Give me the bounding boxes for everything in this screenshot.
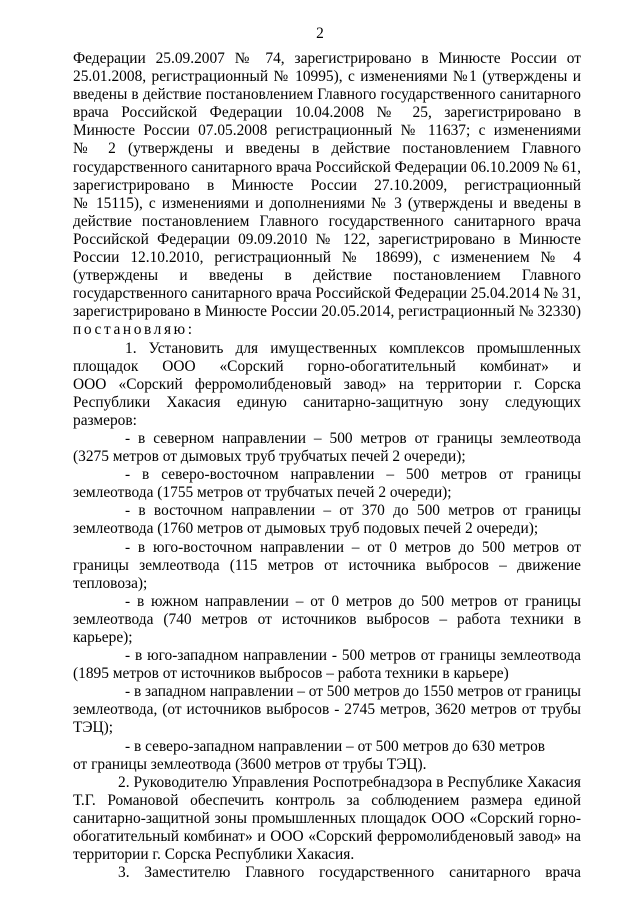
text-line: границы землеотвода (115 метров от источника выбросов – движение bbox=[73, 556, 581, 574]
text-line: - в западном направлении – от 500 метров до 1550 метров от границы bbox=[125, 683, 581, 701]
text-line: 1. Установить для имущественных комплексов промышленных bbox=[125, 339, 581, 357]
text-line: Республики Хакасия единую санитарно-защитную зону следующих bbox=[73, 393, 581, 411]
text-line: (утверждены и введены в действие постановлением Главного bbox=[73, 267, 581, 285]
text-line: - в северо-восточном направлении – 500 метров от границы bbox=[125, 466, 581, 484]
text-line: землеотвода (1755 метров от трубчатых печей 2 очереди); bbox=[73, 484, 452, 502]
document-body bbox=[73, 50, 581, 882]
text-line: № 15115), с изменениями и дополнениями № 3 (утверждены и введены в bbox=[73, 194, 581, 212]
text-line: ООО «Сорский ферромолибденовый завод» на территории г. Сорска bbox=[73, 375, 581, 393]
text-line: землеотвода (1760 метров от дымовых труб подовых печей 2 очереди); bbox=[73, 520, 539, 538]
text-line: России 12.10.2010, регистрационный № 18699), с изменением № 4 bbox=[73, 249, 581, 267]
text-line: зарегистрировано в Минюсте России 20.05.2014, регистрационный № 32330) bbox=[73, 303, 581, 321]
text-line: санитарно-защитной зоны промышленных площадок ООО «Сорский горно- bbox=[73, 809, 581, 827]
text-line: Минюсте России 07.05.2008 регистрационный № 11637; с изменениями bbox=[73, 122, 581, 140]
text-line: № 2 (утверждены и введены в действие постановлением Главного bbox=[73, 140, 581, 158]
text-line: - в юго-западном направлении - 500 метров от границы землеотвода bbox=[125, 647, 581, 665]
text-line: размеров: bbox=[73, 411, 137, 429]
text-line: тепловоза); bbox=[73, 574, 148, 592]
text-line: - в юго-восточном направлении – от 0 метров до 500 метров от bbox=[125, 538, 581, 556]
text-line: зарегистрировано в Минюсте России 27.10.2009, регистрационный bbox=[73, 176, 581, 194]
text-line: - в северном направлении – 500 метров от границы землеотвода bbox=[125, 429, 581, 447]
text-line: 3. Заместителю Главного государственного санитарного врача bbox=[118, 864, 581, 882]
text-line: Российской Федерации 09.09.2010 № 122, зарегистрировано в Минюсте bbox=[73, 230, 581, 248]
text-line: - в северо-западном направлении – от 500 метров до 630 метров bbox=[125, 737, 546, 755]
text-line: землеотвода (740 метров от источников выбросов – работа техники в bbox=[73, 610, 581, 628]
text-line: обогатительный комбинат» и ООО «Сорский ферромолибденовый завод» на bbox=[73, 828, 581, 846]
text-line: - в южном направлении – от 0 метров до 500 метров от границы bbox=[125, 592, 581, 610]
text-line: ТЭЦ); bbox=[73, 719, 114, 737]
text-line: Т.Г. Романовой обеспечить контроль за соблюдением размера единой bbox=[73, 791, 581, 809]
text-line: (1895 метров от источников выбросов – работа техники в карьере) bbox=[73, 665, 509, 683]
text-line: - в восточном направлении – от 370 до 500 метров от границы bbox=[125, 502, 581, 520]
text-line: от границы землеотвода (3600 метров от трубы ТЭЦ). bbox=[73, 755, 427, 773]
text-line: государственного санитарного врача Российской Федерации 06.10.2009 № 61, bbox=[73, 158, 581, 176]
text-line: (3275 метров от дымовых труб трубчатых печей 2 очереди); bbox=[73, 448, 466, 466]
text-line: 2. Руководителю Управления Роспотребнадзора в Республике Хакасия bbox=[118, 773, 581, 791]
text-line: государственного санитарного врача Российской Федерации 25.04.2014 № 31, bbox=[73, 285, 581, 303]
text-line: площадок ООО «Сорский горно-обогатительный комбинат» и bbox=[73, 357, 581, 375]
text-line: врача Российской Федерации 10.04.2008 № 25, зарегистрировано в bbox=[73, 104, 581, 122]
text-line: постановляю: bbox=[73, 321, 195, 339]
text-line: 25.01.2008, регистрационный № 10995), с изменениями №1 (утверждены и bbox=[73, 68, 581, 86]
text-line: действие постановлением Главного государственного санитарного врача bbox=[73, 212, 581, 230]
text-line: введены в действие постановлением Главного государственного санитарного bbox=[73, 86, 581, 104]
text-line: территории г. Сорска Республики Хакасия. bbox=[73, 846, 355, 864]
text-line: карьере); bbox=[73, 629, 133, 646]
text-line: Федерации 25.09.2007 № 74, зарегистрировано в Минюсте России от bbox=[73, 50, 581, 67]
text-line: землеотвода, (от источников выбросов - 2745 метров, 3620 метров от трубы bbox=[73, 701, 581, 719]
page-number: 2 bbox=[316, 25, 324, 42]
